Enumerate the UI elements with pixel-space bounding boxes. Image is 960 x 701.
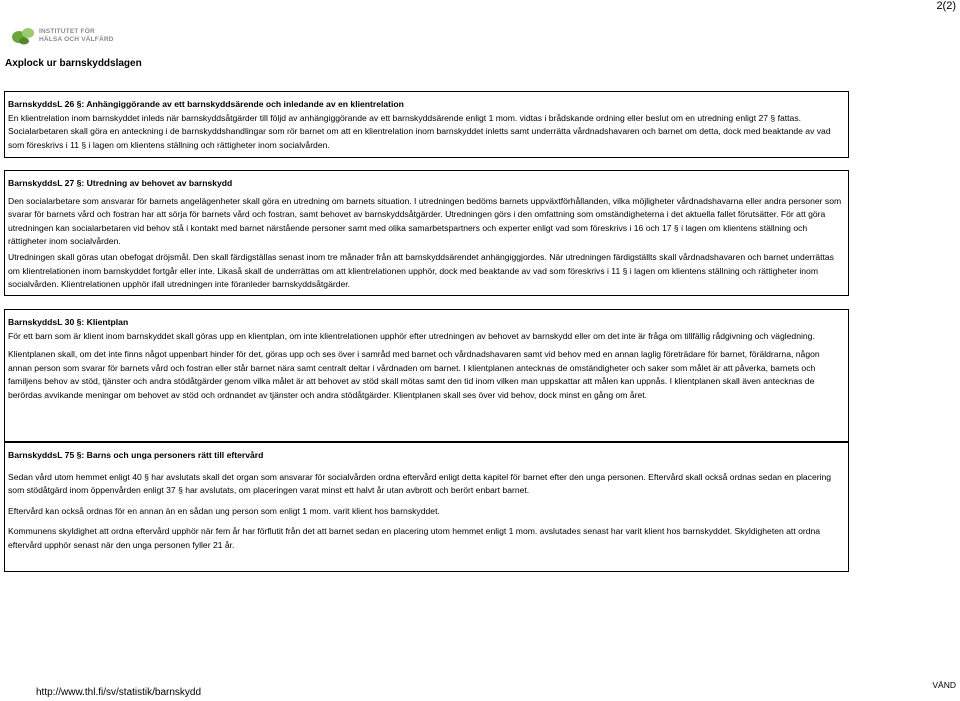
logo-text-line2: HÄLSA OCH VÄLFÄRD bbox=[39, 36, 114, 43]
section-26 bbox=[4, 91, 849, 158]
section-paragraph: För ett barn som är klient inom barnskyddet skall göras upp en klientplan, om inte klientrelationen upphör efter utredningen av behovet av barnskydd eller om det inte är fråga om tillfällig rådgivning och vägledning. bbox=[8, 330, 815, 341]
page-number: 2(2) bbox=[936, 0, 956, 12]
section-30 bbox=[4, 309, 849, 442]
thl-logo bbox=[12, 26, 122, 48]
leaf-logo-icon bbox=[12, 26, 36, 46]
section-title: BarnskyddsL 30 §: Klientplan bbox=[8, 317, 129, 327]
section-title: BarnskyddsL 75 §: Barns och unga personers rätt till eftervård bbox=[8, 450, 264, 460]
section-paragraph: Den socialarbetare som ansvarar för barnets angelägenheter skall göra en utredning om barnets situation. I utredningen bedöms barnets uppväxtförhållanden, vilka möjligheter vårdnadshavarna eller andra personer som svarar för barnets vård och fostran har att sörja för barnets vård och fostran, samt behovet av barnskyddsåtgärder. Utredningen görs i den omfattning som omständigheterna i det aktuella fallet förutsätter. För att göra utredningen kan socialarbetaren vid behov stå i kontakt med barnet närstående personer samt med olika samarbetspartners och experter enligt vad som föreskrivs i 16 och 17 § i lagen om klientens ställning och rättigheter inom socialvården. bbox=[8, 195, 842, 247]
document-title: Axplock ur barnskyddslagen bbox=[5, 58, 142, 69]
section-27 bbox=[4, 170, 849, 296]
section-paragraph: Eftervård kan också ordnas för en annan än en sådan ung person som enligt 1 mom. varit klient hos barnskyddet. bbox=[8, 505, 440, 516]
section-75 bbox=[4, 442, 849, 572]
section-paragraph: Utredningen skall göras utan obefogat dröjsmål. Den skall färdigställas senast inom tre månader från att barnskyddsärendet anhängiggjordes. När utredningen färdigställts skall vårdnadshavaren och barnet underrättas om klientrelationen inom barnskyddet fortgår eller inte. Likaså skall de underrättas om att klientrelationen upphör, dock med beaktande av vad som föreskrivs i 11 § i lagen om klientens ställning och rättigheter inom socialvården. Klientrelationen upphör ifall utredningen inte föranleder barnskyddsåtgärder. bbox=[8, 251, 834, 290]
footer-url-link[interactable]: http://www.thl.fi/sv/statistik/barnskydd bbox=[36, 687, 202, 698]
section-paragraph: Kommunens skyldighet att ordna eftervård upphör när fem år har förflutit från det att barnet sedan en placering utom hemmet enligt 1 mom. avslutades senast har varit klient hos barnskyddet. Skyldigheten att ordna eftervård upphör senast när den unga personen fyller 21 år. bbox=[8, 526, 821, 550]
section-title: BarnskyddsL 26 §: Anhängiggörande av ett barnskyddsärende och inledande av en klientrelation bbox=[8, 99, 404, 109]
section-paragraph: Sedan vård utom hemmet enligt 40 § har avslutats skall det organ som ansvarar för socialvården ordna eftervård enligt detta kapitel för barnet efter den unga personen. Eftervård skall också ordnas sedan en placering som stödåtgärd inom öppenvården enligt 37 § har avslutats, om placeringen varat minst ett halvt år utan avbrott och berört enbart barnet. bbox=[8, 471, 832, 496]
section-paragraph: Klientplanen skall, om det inte finns något uppenbart hinder för det, göras upp och ses över i samråd med barnet och vårdnadshavaren samt vid behov med en annan laglig företrädare för barnet, föräldrarna, någon annan person som svarar för barnets vård och fostran eller står barnet nära samt centralt deltar i vårdnaden om barnet. I klientplanen antecknas de omständigheter och saker som målet är att påverka, barnets och familjens behov av stöd, tjänster och andra stödåtgärder genom vilka målet är att behovet av stöd skall mötas samt den tid inom vilken man uppskattar att målen kan uppnås. I klientplanen skall även antecknas de berördas avvikande meningar om behovet av stöd och ordnandet av tjänster och andra stödåtgärder. Klientplanen skall ses över vid behov, dock minst en gång om året. bbox=[8, 349, 820, 400]
section-title: BarnskyddsL 27 §: Utredning av behovet av barnskydd bbox=[8, 178, 233, 188]
section-paragraph: En klientrelation inom barnskyddet inleds när barnskyddsåtgärder till följd av anhängiggörande av ett barnskyddsärende enligt 1 mom. vidtas i brådskande ordning eller beslut om en utredning enligt 27 § fattas. Socialarbetaren skall göra en anteckning i de barnskyddshandlingar som rör barnet om att en klientrelation inom barnskyddet inletts samt underrätta vårdnadshavaren och barnet om detta, dock med beaktande av vad som föreskrivs i 11 § i lagen om klientens ställning och rättigheter inom socialvården. bbox=[8, 112, 831, 150]
logo-text-line1: INSTITUTET FÖR bbox=[39, 28, 95, 35]
footer-turn-label: VÄND bbox=[932, 680, 956, 690]
